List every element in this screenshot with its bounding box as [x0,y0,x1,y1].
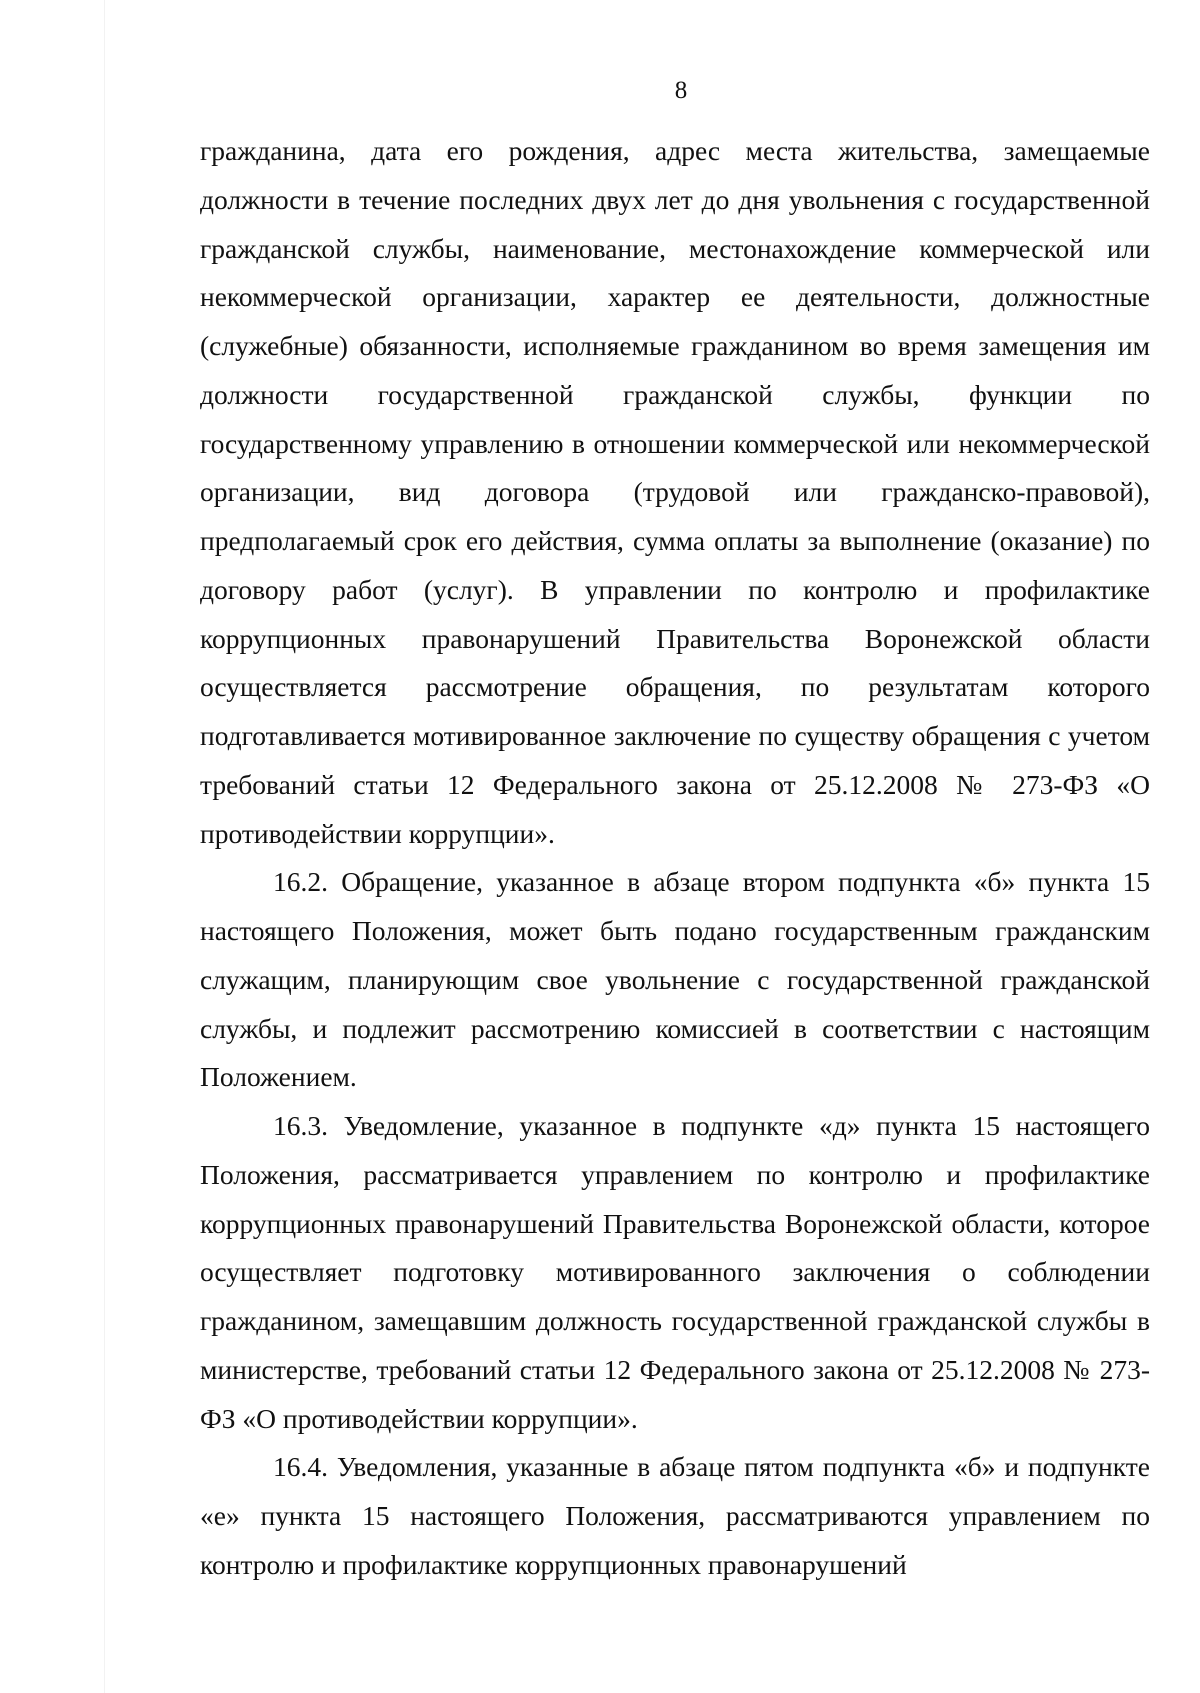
document-body [200,127,1150,1590]
paragraph-clause-16-4: 16.4. Уведомления, указанные в абзаце пятом подпункта «б» и подпункте «е» пункта 15 настоящего Положения, рассматриваются управлением по контролю и профилактике коррупционных правонарушений [200,1451,1150,1580]
paragraph-continuation: гражданина, дата его рождения, адрес места жительства, замещаемые должности в течение последних двух лет до дня увольнения с государственной гражданской службы, наименование, местонахождение коммерческой или некоммерческой организации, характер ее деятельности, должностные (служебные) обязанности, исполняемые гражданином во время замещения им должности государственной гражданской службы, функции по государственному управлению в отношении коммерческой или некоммерческой организации, вид договора (трудовой или гражданско-правовой), предполагаемый срок его действия, сумма оплаты за выполнение (оказание) по договору работ (услуг). В управлении по контролю и профилактике коррупционных правонарушений Правительства Воронежской области осуществляется рассмотрение обращения, по результатам которого подготавливается мотивированное заключение по существу обращения с учетом требований статьи 12 Федерального закона от 25.12.2008 № 273-ФЗ «О противодействии коррупции». [200,135,1150,849]
paragraph-clause-16-3: 16.3. Уведомление, указанное в подпункте «д» пункта 15 настоящего Положения, рассматривается управлением по контролю и профилактике коррупционных правонарушений Правительства Воронежской области, которое осуществляет подготовку мотивированного заключения о соблюдении гражданином, замещавшим должность государственной гражданской службы в министерстве, требований статьи 12 Федерального закона от 25.12.2008 № 273-ФЗ «О противодействии коррупции». [200,1110,1150,1434]
paragraph-clause-16-2: 16.2. Обращение, указанное в абзаце втором подпункта «б» пункта 15 настоящего Положения, может быть подано государственным гражданским служащим, планирующим свое увольнение с государственной гражданской службы, и подлежит рассмотрению комиссией в соответствии с настоящим Положением. [200,866,1150,1093]
scan-margin-line [104,0,105,1693]
page-number: 8 [674,77,688,104]
